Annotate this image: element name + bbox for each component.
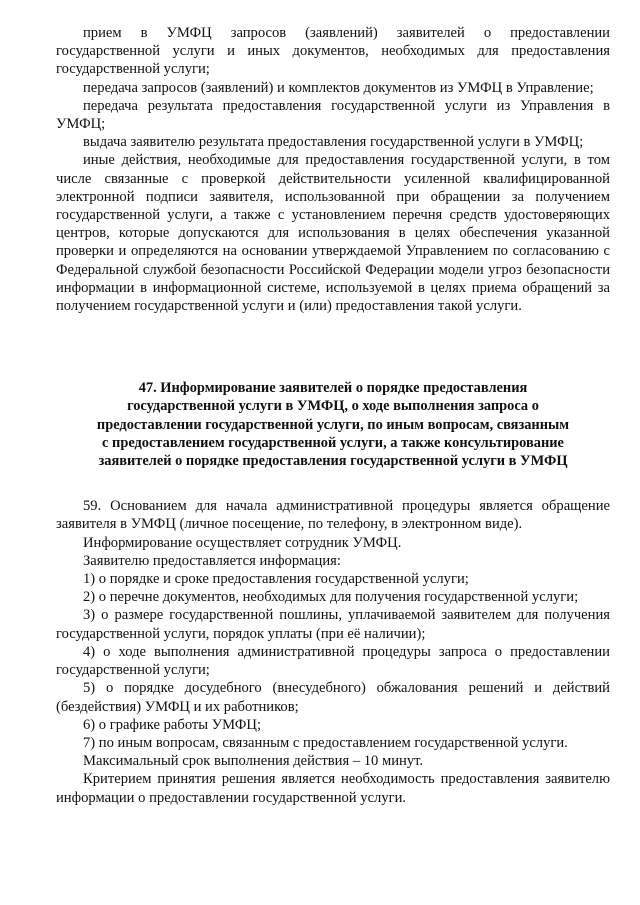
paragraph-reception: прием в УМФЦ запросов (заявлений) заявителей о предоставлении государственной услуги и иных документов, необходимых для предоставления государственной услуги;: [56, 25, 610, 78]
list-item-2: 2) о перечне документов, необходимых для получения государственной услуги;: [83, 589, 579, 606]
paragraph-other-actions: иные действия, необходимые для предоставления государственной услуги, в том числе связанные с проверкой действительности усиленной квалифицированной электронной подписи заявителя, использованной при обращении за получением государственной услуги, а также с установлением перечня средств удостоверяющих центров, которые допускаются для использования в целях обеспечения указанной проверки и определяются на основании утверждаемой Управлением по согласованию с Федеральной службой безопасности Российской Федерации модели угроз безопасности информации в информационной системе, используемой в целях приема обращений за получением государственной услуги и (или) предоставления такой услуги.: [56, 152, 610, 315]
list-item-1: 1) о порядке и сроке предоставления государственной услуги;: [83, 571, 469, 588]
document-page: [56, 24, 610, 807]
paragraph-informing: Информирование осуществляет сотрудник УМФЦ.: [83, 534, 402, 551]
paragraph-transfer-result: передача результата предоставления государственной услуги из Управления в УМФЦ;: [56, 97, 610, 133]
section-top: [56, 24, 610, 315]
paragraph-59: 59. Основанием для начала административной процедуры является обращение заявителя в УМФЦ (личное посещение, по телефону, в электронном виде).: [56, 498, 610, 533]
paragraph-issue-result: выдача заявителю результата предоставления государственной услуги в УМФЦ;: [83, 134, 584, 151]
list-item-7: 7) по иным вопросам, связанным с предоставлением государственной услуги.: [83, 734, 568, 751]
list-item-5: 5) о порядке досудебного (внесудебного) обжалования решений и действий (бездействия) УМФЦ и их работников;: [56, 680, 610, 715]
paragraph-criterion: Критерием принятия решения является необходимость предоставления заявителю информации о предоставлении государственной услуги.: [56, 771, 610, 806]
section-bottom: [56, 497, 610, 806]
paragraph-info-intro: Заявителю предоставляется информация:: [83, 552, 341, 569]
list-item-3: 3) о размере государственной пошлины, уплачиваемой заявителем для получения государственной услуги, порядок уплаты (при её наличии);: [56, 607, 610, 642]
paragraph-max-time: Максимальный срок выполнения действия – 10 минут.: [83, 753, 424, 770]
list-item-6: 6) о графике работы УМФЦ;: [83, 716, 262, 733]
list-item-4: 4) о ходе выполнения административной процедуры запроса о предоставлении государственной услуги;: [56, 643, 610, 679]
paragraph-transfer-requests: передача запросов (заявлений) и комплектов документов из УМФЦ в Управление;: [83, 79, 594, 96]
section-heading: 47. Информирование заявителей о порядке предоставления государственной услуги в УМФЦ, о ходе выполнения запроса о предоставлении государственной услуги, по иным вопросам, связанным с предоставлением государственной услуги, а также консультирование заявителей о порядке предоставления государственной услуги в УМФЦ: [96, 380, 570, 470]
